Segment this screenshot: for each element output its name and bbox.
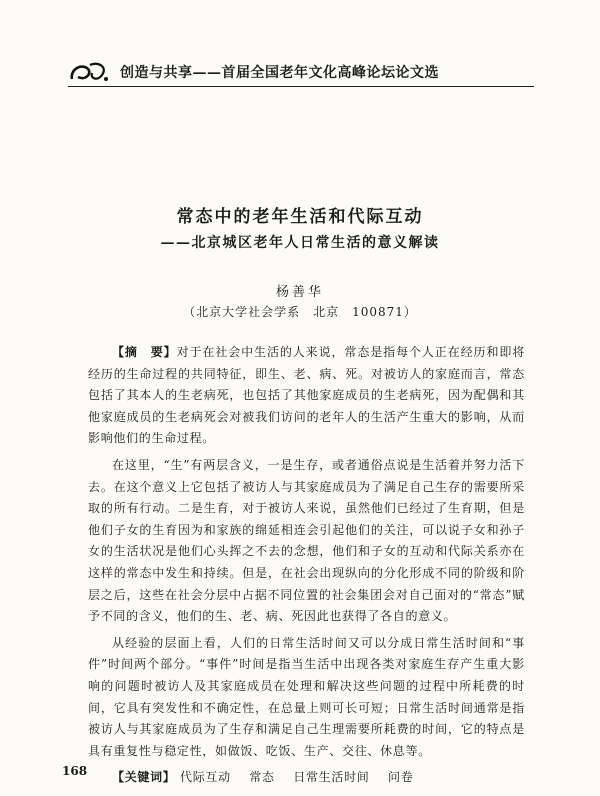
article-title: 常态中的老年生活和代际互动 <box>176 207 424 227</box>
article-body <box>88 342 525 794</box>
publisher-logo-icon <box>68 59 116 85</box>
author-affiliation: （北京大学社会学系 北京 100871） <box>183 305 417 319</box>
page-number: 168 <box>62 764 88 778</box>
abstract-paragraph <box>88 342 525 450</box>
abstract-text: 对于在社会中生活的人来说，常态是指每个人正在经历和即将经历的生命过程的共同特征，即生、老、病、死。对被访人的家庭而言，常态包括了其本人的生老病死，也包括了其他家庭成员的生老病死，因为配偶和其他家庭成员的生老病死会对被我们访问的老年人的生活产生重大的影响，从而影响他们的生命过程。 <box>88 345 525 446</box>
article-subtitle: ——北京城区老年人日常生活的意义解读 <box>160 235 440 251</box>
keyword-item: 常态 <box>249 770 275 785</box>
body-paragraph: 在这里，“生”有两层含义，一是生存，或者通俗点说是生活着并努力活下去。在这个意义上它包括了被访人与其家庭成员为了满足自己生存的需要所采取的所有行动。二是生育，对于被访人来说，虽然他们已经过了生育期，但是他们子女的生育因为和家族的绵延相连会引起他们的关注，可以说子女和孙子女的生活状况是他们心头挥之不去的念想，他们和子女的互动和代际关系亦在这样的常态中发生和持续。但是，在社会出现纵向的分化形成不同的阶级和阶层之后，这些在社会分层中占据不同位置的社会集团会对自己面对的“常态”赋予不同的含义，他们的生、老、病、死因此也获得了各自的意义。 <box>88 457 525 624</box>
author-name: 杨善华 <box>275 285 324 300</box>
keywords-label: 【关键词】 <box>112 770 176 785</box>
series-title: 创造与共享——首届全国老年文化高峰论坛论文选 <box>120 65 439 81</box>
keyword-item: 日常生活时间 <box>293 770 370 785</box>
header-divider <box>68 86 534 87</box>
keyword-item: 代际互动 <box>180 770 231 785</box>
body-paragraph: 从经验的层面上看，人们的日常生活时间又可以分成日常生活时间和“事件”时间两个部分。“事件”时间是指当生活中出现各类对家庭生存产生重大影响的问题时被访人及其家庭成员在处理和解决这些问题的过程中所耗费的时间，它具有突发性和不确定性，在总量上则可长可短；日常生活时间通常是指被访人与其家庭成员为了生存和满足自己生理需要所耗费的时间，它的特点是具有重复性与稳定性，如做饭、吃饭、生产、交往、休息等。 <box>88 635 525 758</box>
running-header <box>68 58 538 86</box>
abstract-label: 【摘 要】 <box>112 345 177 359</box>
keyword-item: 问卷 <box>388 770 414 785</box>
keywords-row <box>88 767 525 789</box>
